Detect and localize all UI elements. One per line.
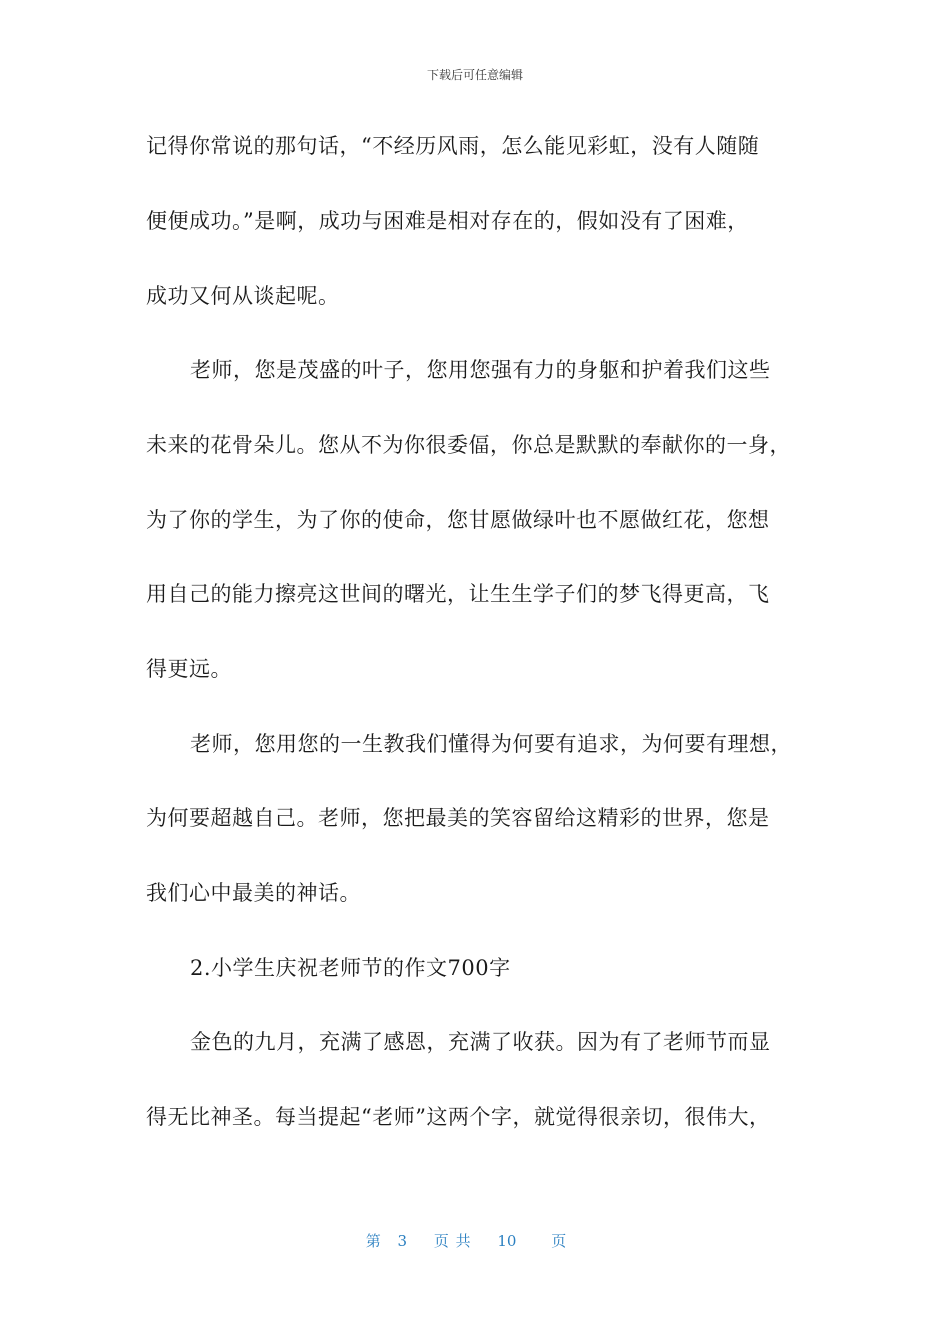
footer-suffix: 页	[551, 1232, 567, 1250]
paragraph-line: 得无比神圣。每当提起“老师”这两个字，就觉得很亲切，很伟大，	[146, 1105, 771, 1129]
paragraph-line: 老师，您用您的一生教我们懂得为何要有追求，为何要有理想，	[190, 732, 792, 756]
paragraph-line: 得更远。	[146, 657, 232, 681]
paragraph-line: 成功又何从谈起呢。	[146, 284, 340, 308]
paragraph-line: 未来的花骨朵儿。您从不为你很委偪，你总是默默的奉献你的一身，	[146, 433, 791, 457]
paragraph-line: 老师，您是茂盛的叶子，您用您强有力的身躯和护着我们这些	[190, 358, 771, 382]
header-note: 下载后可任意编辑	[426, 68, 523, 82]
paragraph-line: 为了你的学生，为了你的使命，您甘愿做绿叶也不愿做红花，您想	[146, 508, 770, 532]
footer-middle: 页 共	[433, 1232, 471, 1250]
paragraph-line: 用自己的能力擦亮这世间的曙光，让生生学子们的梦飞得更高，飞	[146, 582, 770, 606]
section-heading: 2.小学生庆祝老师节的作文700字	[190, 956, 511, 980]
footer-prefix: 第	[365, 1232, 381, 1250]
paragraph-line: 为何要超越自己。老师，您把最美的笑容留给这精彩的世界，您是	[146, 806, 770, 830]
paragraph-line: 我们心中最美的神话。	[146, 881, 361, 905]
paragraph-line: 记得你常说的那句话，“不经历风雨，怎么能见彩虹，没有人随随	[146, 134, 760, 158]
footer-current-page: 3	[397, 1232, 408, 1250]
paragraph-line: 便便成功。”是啊，成功与困难是相对存在的，假如没有了困难，	[146, 209, 749, 233]
page-number-footer	[0, 1230, 950, 1251]
footer-total-pages: 10	[497, 1232, 517, 1250]
paragraph-line: 金色的九月，充满了感恩，充满了收获。因为有了老师节而显	[190, 1030, 771, 1054]
